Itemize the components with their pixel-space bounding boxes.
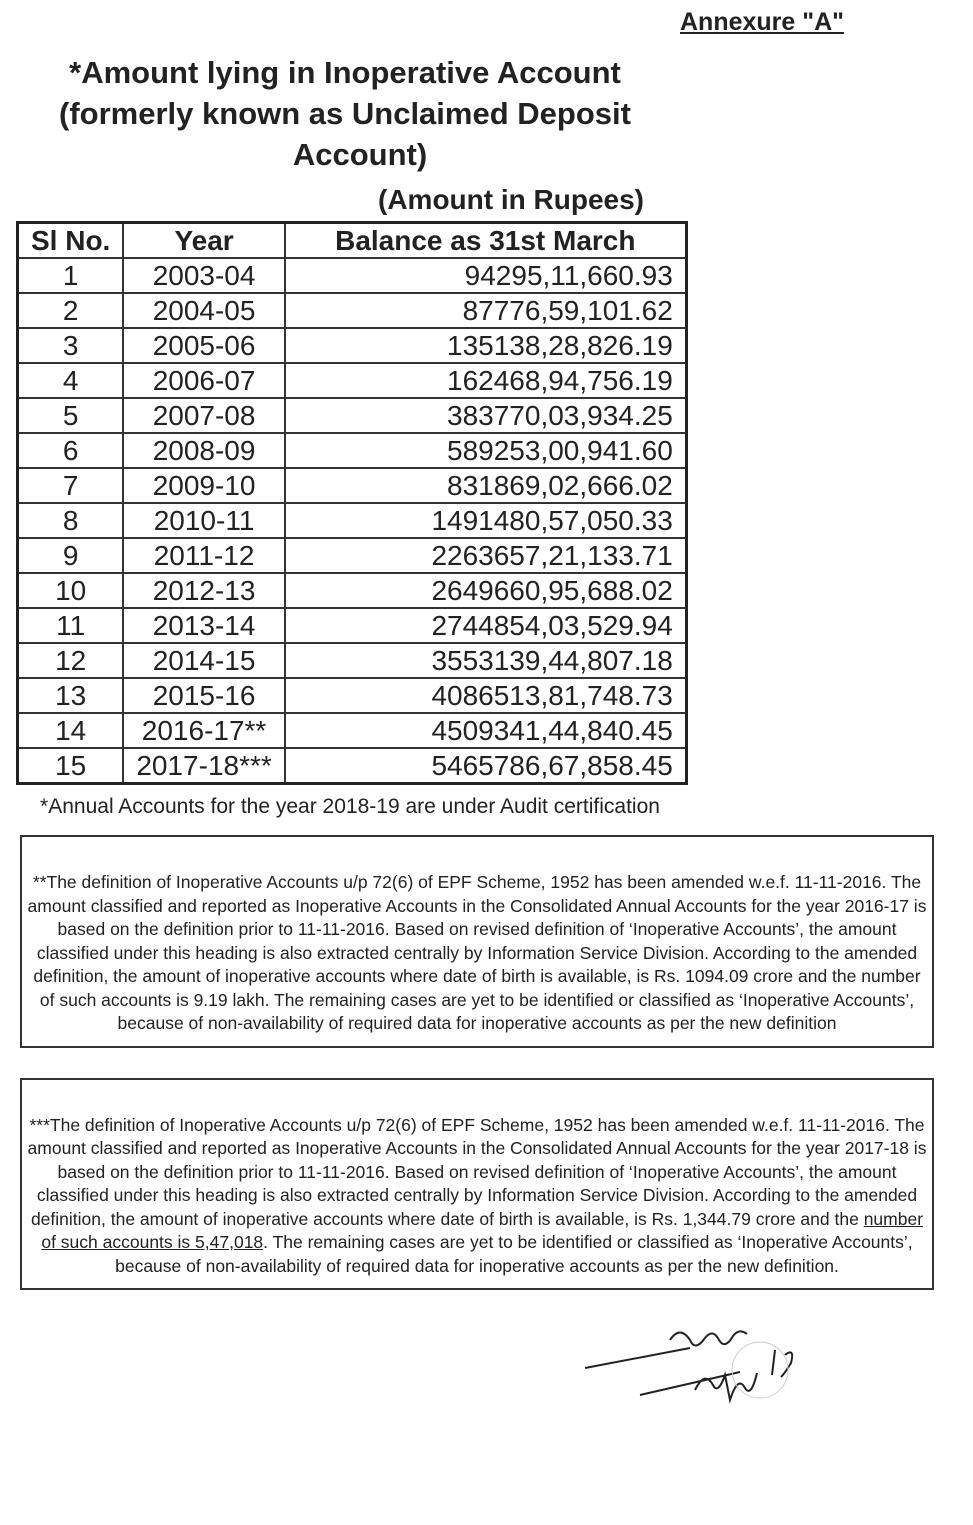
cell-balance: 589253,00,941.60 <box>285 433 687 468</box>
cell-sl-no: 5 <box>18 398 124 433</box>
cell-year: 2012-13 <box>123 573 284 608</box>
cell-year: 2006-07 <box>123 363 284 398</box>
cell-year: 2015-16 <box>123 678 284 713</box>
cell-sl-no: 6 <box>18 433 124 468</box>
cell-year: 2005-06 <box>123 328 284 363</box>
cell-year: 2016-17** <box>123 713 284 748</box>
table-row <box>18 608 687 643</box>
cell-sl-no: 3 <box>18 328 124 363</box>
header-year: Year <box>123 223 284 259</box>
table-row <box>18 678 687 713</box>
cell-balance: 1491480,57,050.33 <box>285 503 687 538</box>
cell-year: 2010-11 <box>123 503 284 538</box>
cell-balance: 831869,02,666.02 <box>285 468 687 503</box>
cell-balance: 4086513,81,748.73 <box>285 678 687 713</box>
amount-unit: (Amount in Rupees) <box>378 184 644 215</box>
note-text: ***The definition of Inoperative Accounts u/p 72(6) of EPF Scheme, 1952 has been amended w.e.f. 11-11-2016. The amount classified and reported as Inoperative Accounts in the Consolidated Annual Accounts for the year 2017-18 is based on the definition prior to 11-11-2016. Based on revised definition of ‘Inoperative Accounts’, the amount classified under this heading is also extracted centrally by Information Service Division. According to the amended definition, the amount of inoperative accounts where date of birth is available, is Rs. 1,344.79 crore and the <box>27 1114 927 1229</box>
note-2016-17: **The definition of Inoperative Accounts u/p 72(6) of EPF Scheme, 1952 has been amended w.e.f. 11-11-2016. The amount classified and reported as Inoperative Accounts in the Consolidated Annual Accounts for the year 2016-17 is based on the definition prior to 11-11-2016. Based on revised definition of ‘Inoperative Accounts’, the amount classified under this heading is also extracted centrally by Information Service Division. According to the amended definition, the amount of inoperative accounts where date of birth is available, is Rs. 1094.09 crore and the number of such accounts is 9.19 lakh. The remaining cases are yet to be identified or classified as ‘Inoperative Accounts’, because of non-availability of required data for inoperative accounts as per the new definition <box>20 835 934 1048</box>
cell-balance: 383770,03,934.25 <box>285 398 687 433</box>
table-row <box>18 468 687 503</box>
cell-year: 2013-14 <box>123 608 284 643</box>
cell-year: 2007-08 <box>123 398 284 433</box>
table-row <box>18 713 687 748</box>
table-row <box>18 538 687 573</box>
audit-footnote: *Annual Accounts for the year 2018-19 are under Audit certification <box>40 795 660 818</box>
table-row <box>18 573 687 608</box>
cell-year: 2009-10 <box>123 468 284 503</box>
cell-year: 2003-04 <box>123 258 284 293</box>
title-line: *Amount lying in Inoperative Account <box>69 55 621 90</box>
cell-balance: 87776,59,101.62 <box>285 293 687 328</box>
cell-balance: 2649660,95,688.02 <box>285 573 687 608</box>
table-row <box>18 363 687 398</box>
note-2017-18 <box>20 1078 934 1291</box>
balance-table <box>16 221 688 785</box>
title-line: (formerly known as Unclaimed Deposit <box>59 96 631 131</box>
cell-sl-no: 11 <box>18 608 124 643</box>
cell-sl-no: 10 <box>18 573 124 608</box>
cell-sl-no: 15 <box>18 748 124 784</box>
cell-balance: 94295,11,660.93 <box>285 258 687 293</box>
table-row <box>18 433 687 468</box>
table-row <box>18 748 687 784</box>
title-line: Account) <box>292 137 428 172</box>
table-row <box>18 258 687 293</box>
cell-balance: 135138,28,826.19 <box>285 328 687 363</box>
cell-balance: 5465786,67,858.45 <box>285 748 687 784</box>
cell-year: 2014-15 <box>123 643 284 678</box>
cell-sl-no: 7 <box>18 468 124 503</box>
cell-sl-no: 9 <box>18 538 124 573</box>
cell-balance: 2263657,21,133.71 <box>285 538 687 573</box>
cell-sl-no: 1 <box>18 258 124 293</box>
table-header-row <box>18 223 687 259</box>
cell-year: 2004-05 <box>123 293 284 328</box>
cell-year: 2011-12 <box>123 538 284 573</box>
cell-sl-no: 12 <box>18 643 124 678</box>
table-row <box>18 398 687 433</box>
signature-image <box>580 1310 840 1420</box>
cell-balance: 2744854,03,529.94 <box>285 608 687 643</box>
header-sl-no: Sl No. <box>18 223 124 259</box>
cell-balance: 3553139,44,807.18 <box>285 643 687 678</box>
cell-sl-no: 2 <box>18 293 124 328</box>
table-row <box>18 503 687 538</box>
cell-balance: 162468,94,756.19 <box>285 363 687 398</box>
table-row <box>18 643 687 678</box>
cell-sl-no: 4 <box>18 363 124 398</box>
cell-year: 2017-18*** <box>123 748 284 784</box>
cell-sl-no: 14 <box>18 713 124 748</box>
note-underlined-text: number of such accounts is 5,47,018 <box>41 1208 924 1252</box>
document-body <box>0 52 973 1420</box>
cell-year: 2008-09 <box>123 433 284 468</box>
annexure-label: Annexure "A" <box>680 8 845 36</box>
header-balance: Balance as 31st March <box>285 223 687 259</box>
table-row <box>18 328 687 363</box>
cell-balance: 4509341,44,840.45 <box>285 713 687 748</box>
note-text: . The remaining cases are yet to be identified or classified as ‘Inoperative Accounts’, because of non-availability of required data for inoperative accounts as per the new definition. <box>115 1232 913 1276</box>
cell-sl-no: 13 <box>18 678 124 713</box>
cell-sl-no: 8 <box>18 503 124 538</box>
table-row <box>18 293 687 328</box>
page-title <box>0 52 690 175</box>
